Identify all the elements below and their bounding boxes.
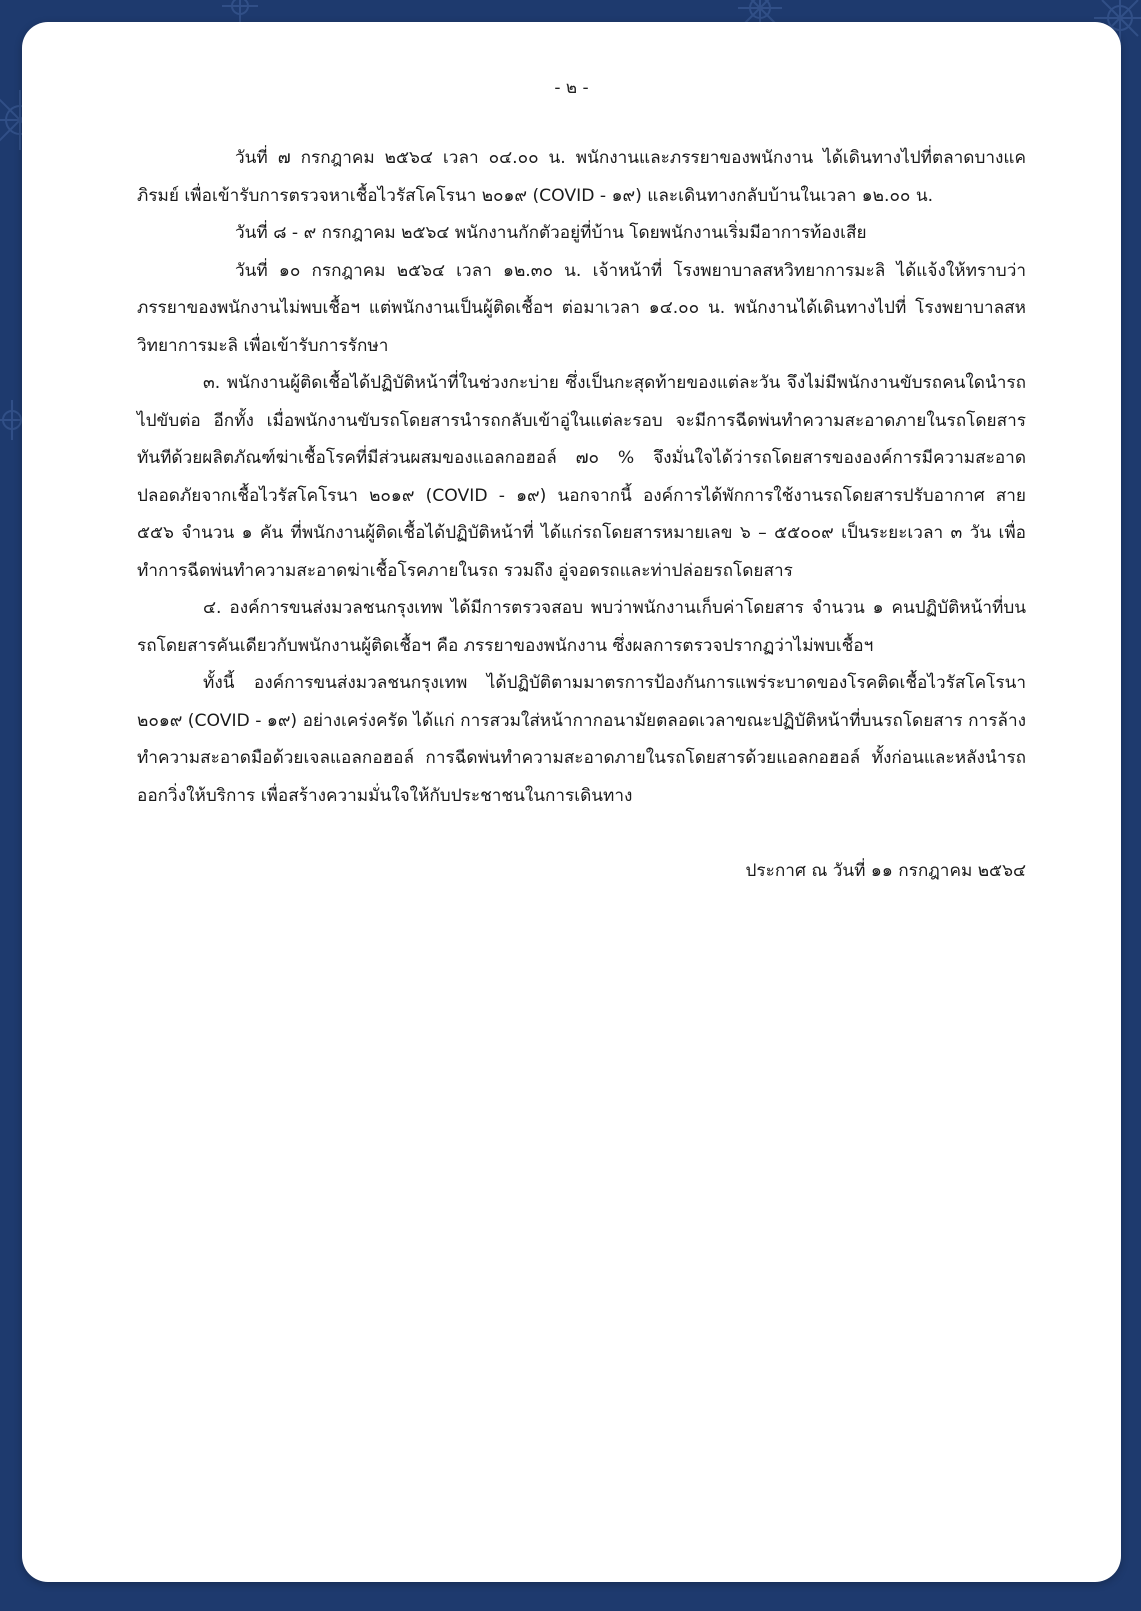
- document-page: [22, 22, 1121, 1582]
- paragraph-measures: ทั้งนี้ องค์การขนส่งมวลชนกรุงเทพ ได้ปฏิบัติตามมาตรการป้องกันการแพร่ระบาดของโรคติดเชื้อไวรัสโคโรนา ๒๐๑๙ (COVID - ๑๙) อย่างเคร่งครัด ได้แก่ การสวมใส่หน้ากากอนามัยตลอดเวลาขณะปฏิบัติหน้าที่บนรถโดยสาร การล้างทำความสะอาดมือด้วยเจลแอลกอฮอล์ การฉีดพ่นทำความสะอาดภายในรถโดยสารด้วยแอลกอฮอล์ ทั้งก่อนและหลังนำรถออกวิ่งให้บริการ เพื่อสร้างความมั่นใจให้กับประชาชนในการเดินทาง: [137, 673, 1026, 806]
- document-body: [137, 140, 1026, 908]
- paragraph-item-4: ๔. องค์การขนส่งมวลชนกรุงเทพ ได้มีการตรวจสอบ พบว่าพนักงานเก็บค่าโดยสาร จำนวน ๑ คนปฏิบัติหน้าที่บนรถโดยสารคันเดียวกับพนักงานผู้ติดเชื้อฯ คือ ภรรยาของพนักงาน ซึ่งผลการตรวจปรากฏว่าไม่พบเชื้อฯ: [137, 598, 1026, 656]
- paragraph-july-10: วันที่ ๑๐ กรกฎาคม ๒๕๖๔ เวลา ๑๒.๓๐ น. เจ้าหน้าที่ โรงพยาบาลสหวิทยาการมะลิ ได้แจ้งให้ทราบว่า ภรรยาของพนักงานไม่พบเชื้อฯ แต่พนักงานเป็นผู้ติดเชื้อฯ ต่อมาเวลา ๑๔.๐๐ น. พนักงานได้เดินทางไปที่ โรงพยาบาลสหวิทยาการมะลิ เพื่อเข้ารับการรักษา: [137, 260, 1026, 356]
- paragraph-july-7: วันที่ ๗ กรกฎาคม ๒๕๖๔ เวลา ๐๔.๐๐ น. พนักงานและภรรยาของพนักงาน ได้เดินทางไปที่ตลาดบางแคภิรมย์ เพื่อเข้ารับการตรวจหาเชื้อไวรัสโคโรนา ๒๐๑๙ (COVID - ๑๙) และเดินทางกลับบ้านในเวลา ๑๒.๐๐ น.: [137, 148, 1026, 206]
- paragraph-item-3: ๓. พนักงานผู้ติดเชื้อได้ปฏิบัติหน้าที่ในช่วงกะบ่าย ซึ่งเป็นกะสุดท้ายของแต่ละวัน จึงไม่มีพนักงานขับรถคนใดนำรถไปขับต่อ อีกทั้ง เมื่อพนักงานขับรถโดยสารนำรถกลับเข้าอู่ในแต่ละรอบ จะมีการฉีดพ่นทำความสะอาดภายในรถโดยสารทันทีด้วยผลิตภัณฑ์ฆ่าเชื้อโรคที่มีส่วนผสมของแอลกอฮอล์ ๗๐ % จึงมั่นใจได้ว่ารถโดยสารขององค์การมีความสะอาด ปลอดภัยจากเชื้อไวรัสโคโรนา ๒๐๑๙ (COVID - ๑๙) นอกจากนี้ องค์การได้พักการใช้งานรถโดยสารปรับอากาศ สาย ๕๕๖ จำนวน ๑ คัน ที่พนักงานผู้ติดเชื้อได้ปฏิบัติหน้าที่ ได้แก่รถโดยสารหมายเลข ๖ – ๕๕๐๐๙ เป็นระยะเวลา ๓ วัน เพื่อทำการฉีดพ่นทำความสะอาดฆ่าเชื้อโรคภายในรถ รวมถึง อู่จอดรถและท่าปล่อยรถโดยสาร: [137, 373, 1026, 581]
- paragraph-july-8-9: วันที่ ๘ - ๙ กรกฎาคม ๒๕๖๔ พนักงานกักตัวอยู่ที่บ้าน โดยพนักงานเริ่มมีอาการท้องเสีย: [235, 223, 867, 243]
- announcement-date: ประกาศ ณ วันที่ ๑๑ กรกฎาคม ๒๕๖๔: [745, 861, 1026, 881]
- page-number: - ๒ -: [554, 78, 589, 98]
